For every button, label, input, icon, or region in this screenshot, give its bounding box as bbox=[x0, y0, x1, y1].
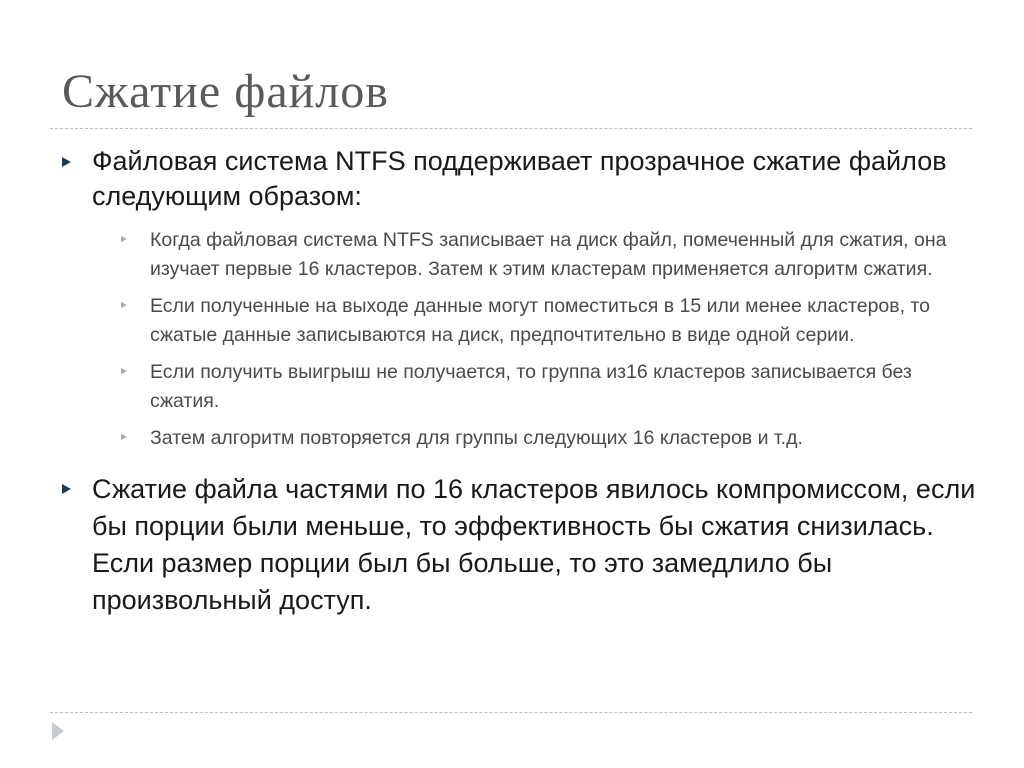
sub-bullet-list bbox=[92, 226, 982, 453]
footer-divider bbox=[50, 712, 972, 713]
sub-bullet-text: Когда файловая система NTFS записывает на диск файл, помеченный для сжатия, она изучает первые 16 кластеров. Затем к этим кластерам применяется алгоритм сжатия. bbox=[150, 229, 947, 280]
triangle-right-icon bbox=[121, 302, 127, 308]
sub-bullet-item bbox=[92, 226, 982, 284]
slide-content bbox=[62, 144, 982, 619]
play-arrow-icon[interactable] bbox=[52, 722, 64, 740]
triangle-right-icon bbox=[121, 368, 127, 374]
sub-bullet-item bbox=[92, 292, 982, 350]
sub-bullet-text: Затем алгоритм повторяется для группы следующих 16 кластеров и т.д. bbox=[150, 427, 803, 449]
sub-bullet-text: Если полученные на выходе данные могут поместиться в 15 или менее кластеров, то сжатые данные записываются на диск, предпочтительно в виде одной серии. bbox=[150, 295, 931, 346]
triangle-right-icon bbox=[62, 484, 71, 494]
sub-bullet-text: Если получить выигрыш не получается, то группа из16 кластеров записывается без сжатия. bbox=[150, 361, 912, 412]
title-divider bbox=[50, 128, 972, 129]
bullet-text: Сжатие файла частями по 16 кластеров явилось компромиссом, если бы порции были меньше, то эффективность бы сжатия снизилась. Если размер порции был бы больше, то это замедлило бы произвольный доступ. bbox=[92, 474, 976, 615]
triangle-right-icon bbox=[121, 236, 127, 242]
bullet-item bbox=[62, 144, 982, 453]
bullet-text: Файловая система NTFS поддерживает прозрачное сжатие файлов следующим образом: bbox=[92, 146, 947, 211]
sub-bullet-item bbox=[92, 424, 982, 453]
sub-bullet-item bbox=[92, 358, 982, 416]
triangle-right-icon bbox=[62, 157, 71, 167]
triangle-right-icon bbox=[121, 434, 127, 440]
slide-title: Сжатие файлов bbox=[62, 65, 389, 118]
bullet-item bbox=[62, 471, 982, 619]
